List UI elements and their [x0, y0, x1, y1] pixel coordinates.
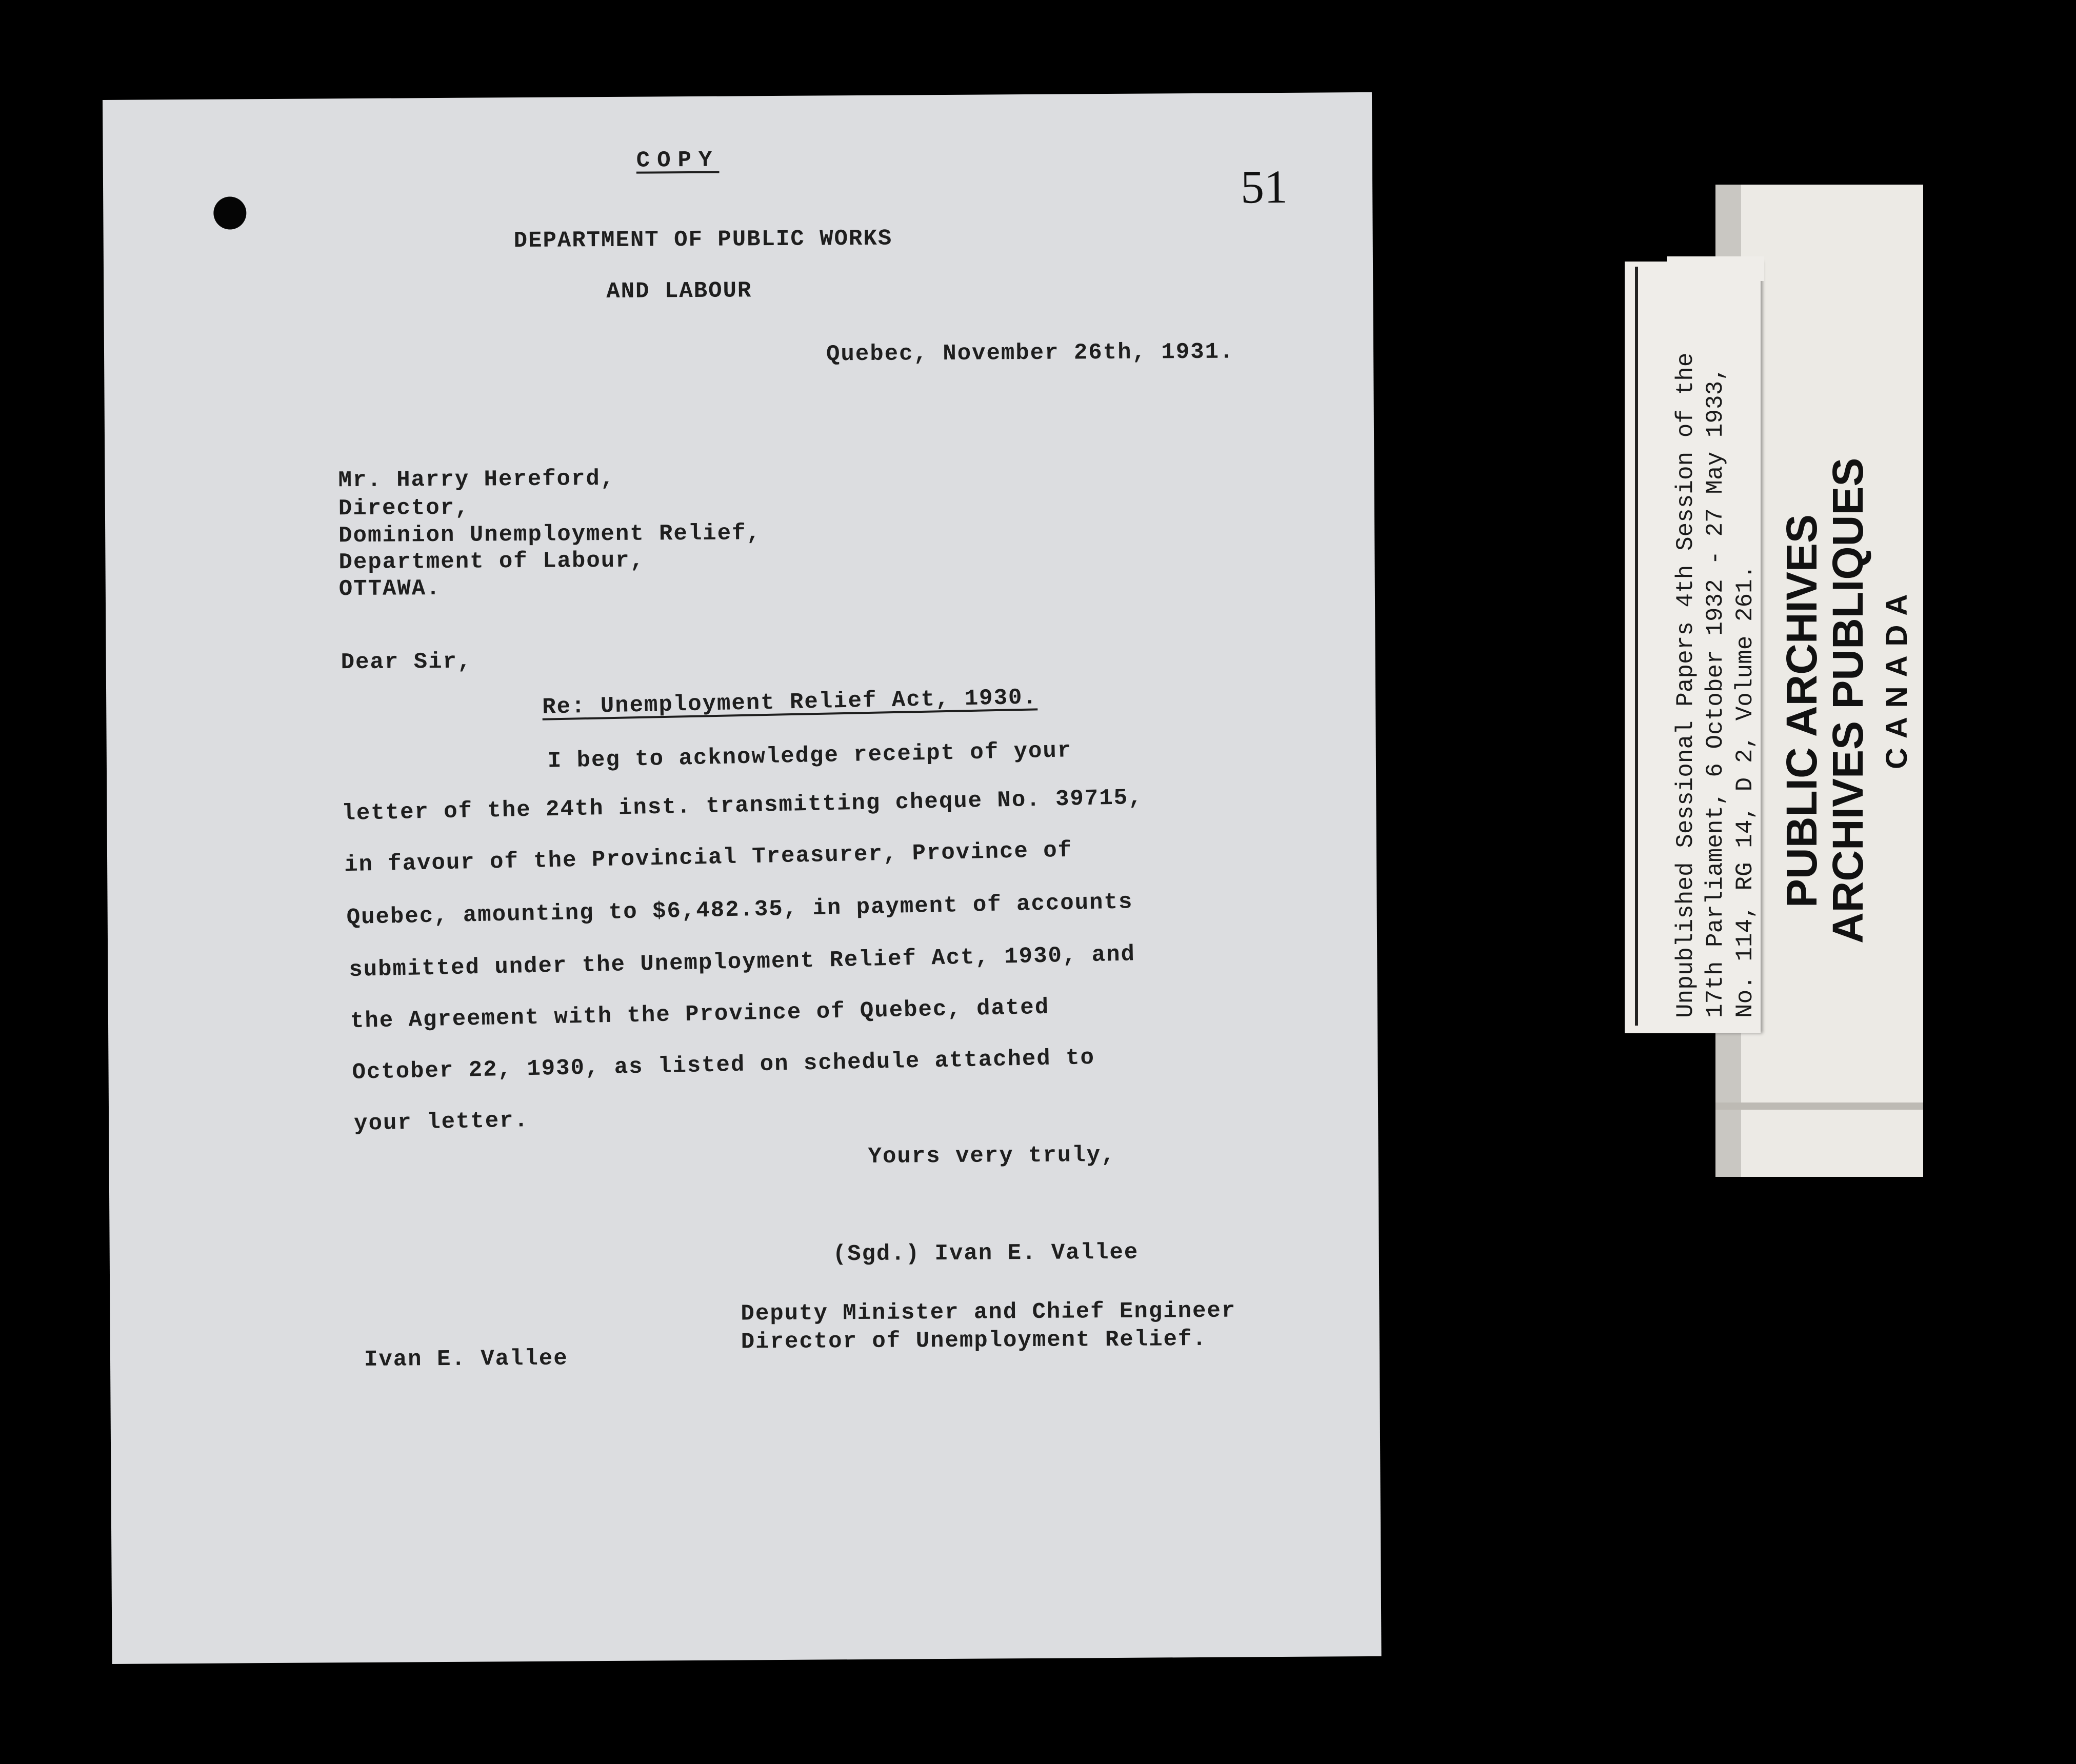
department-line-1: DEPARTMENT OF PUBLIC WORKS [513, 226, 893, 254]
archive-citation-tab-notch [1667, 256, 1764, 281]
signer-title-line-2: Director of Unemployment Relief. [741, 1326, 1207, 1355]
subject-line: Re: Unemployment Relief Act, 1930. [542, 685, 1038, 720]
body-line-8: your letter. [353, 1108, 529, 1137]
archive-citation-line-3: No. 114, RG 14, D 2, Volume 261. [1732, 565, 1759, 1018]
archive-stamp-line-1: PUBLIC ARCHIVES [1778, 514, 1826, 908]
body-line-4: Quebec, amounting to $6,482.35, in payment of accounts [346, 889, 1133, 931]
letter-sheet [103, 92, 1382, 1664]
archive-citation-line-2: 17th Parliament, 6 October 1932 - 27 May 1933, [1702, 367, 1729, 1018]
body-line-3: in favour of the Provincial Treasurer, Province of [344, 837, 1073, 878]
recipient-title: Director, [338, 495, 470, 522]
archive-stamp-line-2: ARCHIVES PUBLIQUES [1824, 457, 1872, 944]
archive-citation-line-1: Unpublished Sessional Papers 4th Session of the [1672, 352, 1699, 1018]
page-number: 51 [1240, 160, 1288, 213]
archive-back-tab-strip [1715, 1102, 1923, 1110]
archive-stamp-line-3: CANADA [1880, 585, 1913, 769]
recipient-department: Department of Labour, [338, 548, 645, 576]
signer-title-line-1: Deputy Minister and Chief Engineer [741, 1298, 1236, 1327]
archive-citation-tab-rule [1635, 267, 1638, 1026]
recipient-office: Dominion Unemployment Relief, [338, 520, 762, 549]
signer-name: Ivan E. Vallee [364, 1346, 568, 1373]
signature-line: (Sgd.) Ivan E. Vallee [832, 1239, 1139, 1268]
copy-heading: COPY [636, 147, 720, 174]
recipient-name: Mr. Harry Hereford, [338, 466, 615, 494]
recipient-city: OTTAWA. [338, 575, 441, 603]
punch-hole [213, 196, 246, 229]
body-line-5: submitted under the Unemployment Relief Act, 1930, and [348, 941, 1136, 984]
salutation: Dear Sir, [341, 649, 472, 676]
body-line-2: letter of the 24th inst. transmitting cheque No. 39715, [342, 785, 1143, 827]
body-line-7: October 22, 1930, as listed on schedule attached to [352, 1045, 1095, 1086]
place-date: Quebec, November 26th, 1931. [826, 339, 1234, 368]
archive-citation [1671, 353, 1760, 1018]
body-line-6: the Agreement with the Province of Quebec, dated [350, 994, 1050, 1035]
body-line-1: I beg to acknowledge receipt of your [547, 738, 1072, 774]
department-line-2: AND LABOUR [606, 278, 752, 305]
closing: Yours very truly, [868, 1142, 1116, 1170]
